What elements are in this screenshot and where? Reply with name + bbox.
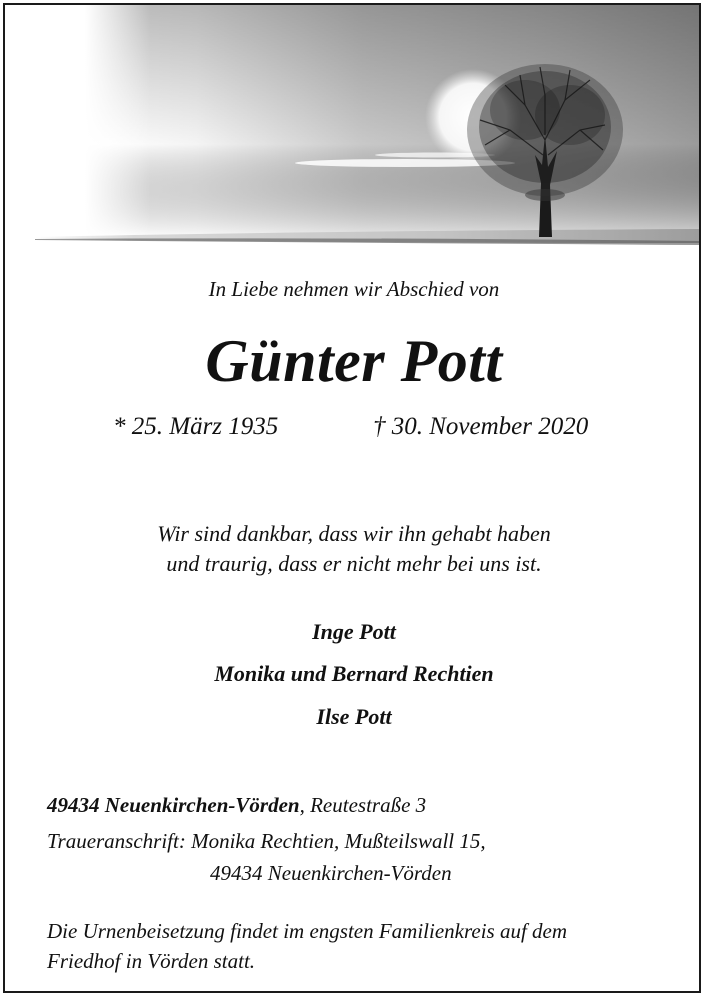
verse-line-1: Wir sind dankbar, dass wir ihn gehabt haben <box>157 521 551 546</box>
mourner-3: Ilse Pott <box>316 704 392 729</box>
verse-line-2: und traurig, dass er nicht mehr bei uns ist. <box>166 551 542 576</box>
landscape-tree-illustration <box>5 5 701 255</box>
deceased-name: Günter Pott <box>205 328 503 394</box>
home-address-street: , Reutestraße 3 <box>299 793 427 817</box>
home-address <box>47 793 426 818</box>
home-address-place: 49434 Neuenkirchen-Vörden <box>47 793 300 817</box>
obituary-notice <box>3 3 701 993</box>
death-date: † 30. November 2020 <box>373 413 589 440</box>
condolence-address-city: 49434 Neuenkirchen-Vörden <box>210 861 452 885</box>
mourner-1: Inge Pott <box>312 619 396 644</box>
mourner-2: Monika und Bernard Rechtien <box>214 661 494 686</box>
burial-notice-line-1: Die Urnenbeisetzung findet im engsten Familienkreis auf dem <box>47 919 568 943</box>
intro-line: In Liebe nehmen wir Abschied von <box>208 277 500 301</box>
verse <box>5 519 701 579</box>
burial-notice <box>47 916 687 976</box>
burial-notice-line-2: Friedhof in Vörden statt. <box>47 949 256 973</box>
birth-date: * 25. März 1935 <box>113 413 279 440</box>
condolence-address-line: Traueranschrift: Monika Rechtien, Mußteilswall 15, <box>47 829 486 853</box>
